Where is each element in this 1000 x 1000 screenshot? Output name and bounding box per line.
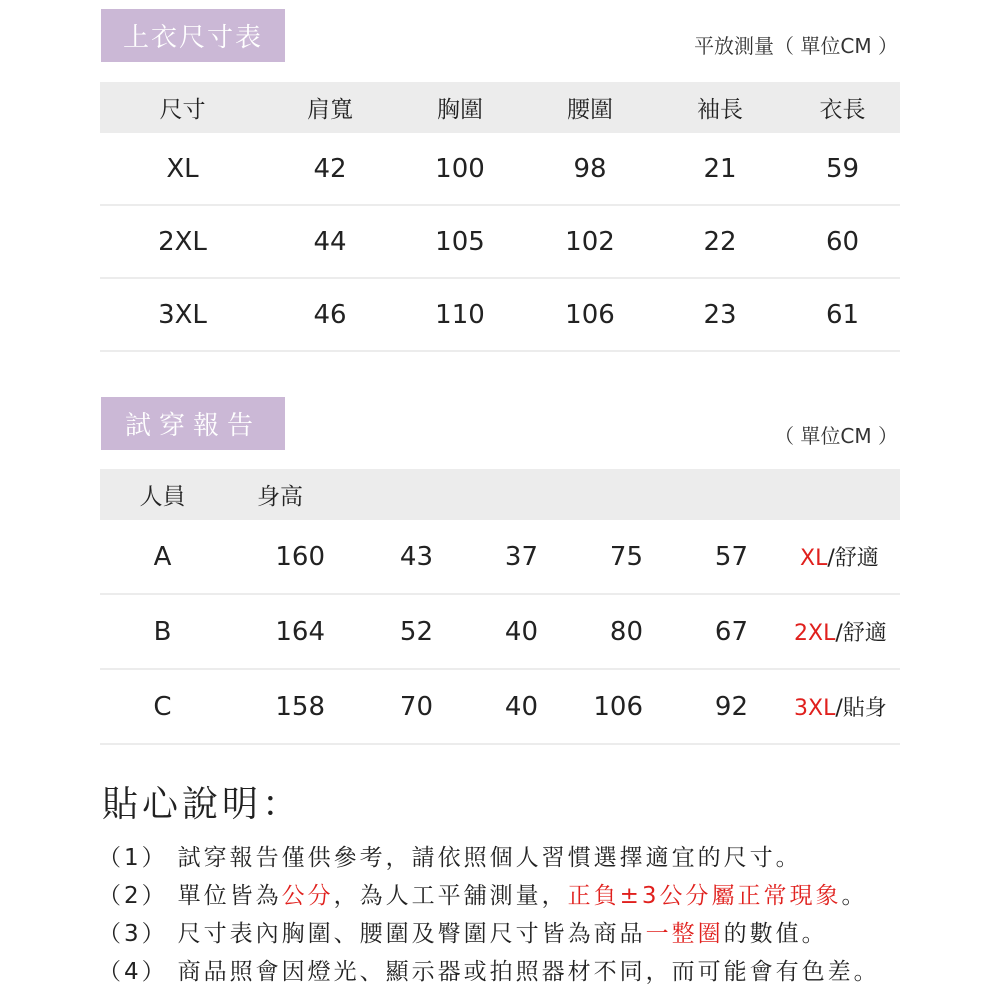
table-cell: 46 (265, 278, 395, 351)
report-header-cell: 身高 (225, 469, 333, 520)
table-cell: 2XL (100, 205, 265, 278)
table-cell: 42 (265, 133, 395, 205)
table-cell: 106 (525, 278, 655, 351)
fit-label: 舒適 (842, 621, 887, 646)
fit-size: 3XL (794, 696, 836, 721)
table-row (100, 205, 900, 278)
list-item (98, 954, 958, 992)
size-header-cell: 肩寬 (265, 82, 395, 133)
report-header-cell: 人員 (100, 469, 225, 520)
list-item (98, 840, 958, 878)
table-cell: 37 (441, 520, 546, 594)
table-cell: 80 (546, 594, 651, 669)
table-cell: 60 (785, 205, 900, 278)
table-cell: 92 (651, 669, 756, 744)
fit-result-cell (756, 594, 900, 669)
report-header-cell (333, 469, 441, 520)
table-cell: XL (100, 133, 265, 205)
note-number: （1） (98, 845, 168, 871)
note-highlight: 正負±3公分屬正常現象 (567, 883, 842, 909)
table-cell: 160 (225, 520, 333, 594)
size-chart-tag: 上衣尺寸表 (101, 9, 285, 62)
table-cell: 44 (265, 205, 395, 278)
table-cell: 22 (655, 205, 785, 278)
fit-size: XL (800, 546, 828, 571)
note-text: 。 (841, 883, 868, 909)
note-highlight: 公分 (281, 883, 334, 909)
try-on-report-tag: 試穿報告 (101, 397, 285, 450)
fit-label: 舒適 (834, 546, 879, 571)
report-header-cell (546, 469, 651, 520)
size-chart-note: 平放測量（ 單位CM ） (694, 34, 898, 58)
person-cell: B (100, 594, 225, 669)
fit-result-cell (756, 520, 900, 594)
note-text: 單位皆為 (177, 883, 282, 909)
notes-title: 貼心說明： (102, 784, 303, 825)
table-cell: 70 (333, 669, 441, 744)
notes-list (98, 840, 958, 992)
table-cell: 110 (395, 278, 525, 351)
report-note: （ 單位CM ） (774, 424, 898, 448)
report-header-cell (441, 469, 546, 520)
note-text: 的數值。 (723, 921, 828, 947)
fit-separator: / (835, 621, 843, 646)
table-cell: 43 (333, 520, 441, 594)
table-cell: 59 (785, 133, 900, 205)
fit-label: 貼身 (842, 696, 887, 721)
size-table (100, 82, 900, 352)
size-header-cell: 衣長 (785, 82, 900, 133)
size-table-header (100, 82, 900, 133)
list-item (98, 878, 958, 916)
size-header-cell: 尺寸 (100, 82, 265, 133)
table-cell: 61 (785, 278, 900, 351)
note-text: 試穿報告僅供參考，請依照個人習慣選擇適宜的尺寸。 (177, 845, 802, 871)
table-cell: 3XL (100, 278, 265, 351)
table-cell: 40 (441, 594, 546, 669)
try-on-report-table (100, 469, 900, 745)
table-cell: 23 (655, 278, 785, 351)
report-header-cell (756, 469, 900, 520)
table-cell: 52 (333, 594, 441, 669)
table-cell: 98 (525, 133, 655, 205)
table-cell: 164 (225, 594, 333, 669)
note-text: 商品照會因燈光、顯示器或拍照器材不同，而可能會有色差。 (177, 959, 880, 985)
table-cell: 100 (395, 133, 525, 205)
report-header-cell (651, 469, 756, 520)
note-number: （3） (98, 921, 168, 947)
table-cell: 21 (655, 133, 785, 205)
table-cell: 102 (525, 205, 655, 278)
table-cell: 105 (395, 205, 525, 278)
fit-result-cell (756, 669, 900, 744)
fit-separator: / (835, 696, 843, 721)
note-number: （4） (98, 959, 168, 985)
size-header-cell: 腰圍 (525, 82, 655, 133)
person-cell: A (100, 520, 225, 594)
table-cell: 57 (651, 520, 756, 594)
table-row (100, 133, 900, 205)
table-row (100, 520, 900, 594)
table-row (100, 669, 900, 744)
note-text: 尺寸表內胸圍、腰圍及臀圍尺寸皆為商品 (177, 921, 646, 947)
table-row (100, 594, 900, 669)
note-number: （2） (98, 883, 168, 909)
person-cell: C (100, 669, 225, 744)
fit-size: 2XL (794, 621, 836, 646)
table-cell: 40 (441, 669, 546, 744)
table-cell: 158 (225, 669, 333, 744)
fit-separator: / (827, 546, 835, 571)
note-text: ，為人工平舖測量， (333, 883, 568, 909)
size-header-cell: 胸圍 (395, 82, 525, 133)
table-cell: 67 (651, 594, 756, 669)
size-header-cell: 袖長 (655, 82, 785, 133)
table-row (100, 278, 900, 351)
list-item (98, 916, 958, 954)
table-cell: 106 (546, 669, 651, 744)
table-cell: 75 (546, 520, 651, 594)
note-highlight: 一整圈 (645, 921, 724, 947)
report-table-header (100, 469, 900, 520)
